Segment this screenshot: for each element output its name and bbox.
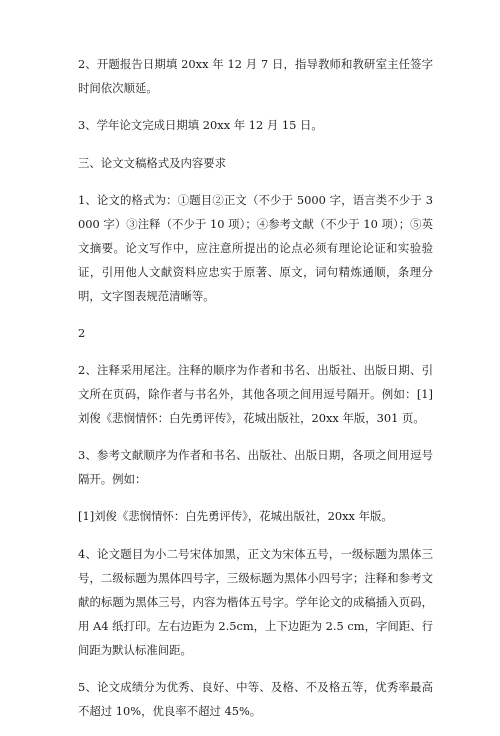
paragraph-grading: 5、论文成绩分为优秀、良好、中等、及格、不及格五等，优秀率最高不超过 10%，优良率不超过 45%。 <box>78 680 433 718</box>
paragraph-reference-example: [1]刘俊《悲悯情怀：白先勇评传》，花城出版社，20xx 年版。 <box>78 509 393 523</box>
paragraph-references: 3、参考文献顺序为作者和书名、出版社、出版日期，各项之间用逗号隔开。例如： <box>78 448 433 486</box>
paragraph-notes: 2、注释采用尾注。注释的顺序为作者和书名、出版社、出版日期、引文所在页码，除作者与书名外，其他各项之间用逗号隔开。例如：[1]刘俊《悲悯情怀：白先勇评传》，花城出版社，20xx 年版，301 页。 <box>78 363 433 425</box>
page-number: 2 <box>78 326 86 340</box>
document-page <box>78 52 433 736</box>
paragraph-typography: 4、论文题目为小二号宋体加黑，正文为宋体五号，一级标题为黑体三号，二级标题为黑体四号字，三级标题为黑体小四号字；注释和参考文献的标题为黑体三号，内容为楷体五号字。学年论文的成稿插入页码，用 A4 纸打印。左右边距为 2.5cm，上下边距为 2.5 cm，字间距、行间距为默认标准间距。 <box>78 547 433 657</box>
paragraph-format: 1、论文的格式为：①题目②正文（不少于 5000 字，语言类不少于 3000 字）③注释（不少于 10 项）；④参考文献（不少于 10 项）；⑤英文摘要。论文写作中，应注意所提出的论点必须有理论论证和实验验证，引用他人文献资料应忠实于原著、原文，词句精炼通顺，条理分明，文字图表规范清晰等。 <box>78 193 433 303</box>
paragraph-proposal-date: 2、开题报告日期填 20xx 年 12 月 7 日，指导教师和教研室主任签字时间依次顺延。 <box>78 57 433 95</box>
section-heading: 三、论文文稿格式及内容要求 <box>78 156 227 170</box>
paragraph-completion-date: 3、学年论文完成日期填 20xx 年 12 月 15 日。 <box>78 118 323 132</box>
